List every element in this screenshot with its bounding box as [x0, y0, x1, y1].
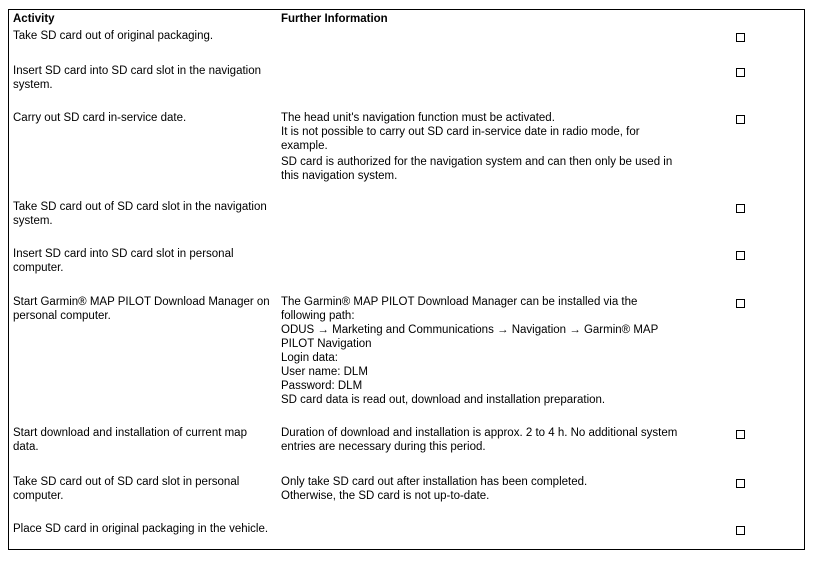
checkbox[interactable]: [736, 251, 745, 260]
info-line: Duration of download and installation is approx. 2 to 4 h. No additional system entries are necessary during this period.: [281, 427, 678, 453]
checkbox[interactable]: [736, 204, 745, 213]
further-information: [281, 295, 681, 407]
checkbox[interactable]: [736, 430, 745, 439]
checkbox[interactable]: [736, 115, 745, 124]
info-line: SD card is authorized for the navigation system and can then only be used in this navigation system.: [281, 156, 673, 182]
info-line: It is not possible to carry out SD card in-service date in radio mode, for example.: [281, 126, 640, 152]
further-information: [281, 475, 681, 503]
further-information: [281, 111, 681, 183]
activity-text: Take SD card out of SD card slot in personal computer.: [13, 476, 240, 502]
info-line: ODUS → Marketing and Communications → Navigation → Garmin® MAP PILOT Navigation: [281, 324, 659, 350]
header-activity: Activity: [13, 13, 55, 25]
info-line: SD card data is read out, download and installation preparation.: [281, 394, 606, 406]
header-further-information: Further Information: [281, 13, 388, 25]
activity-text: Take SD card out of original packaging.: [13, 30, 214, 42]
checkbox[interactable]: [736, 526, 745, 535]
info-line: The Garmin® MAP PILOT Download Manager can be installed via the following path:: [281, 296, 638, 322]
info-line: Only take SD card out after installation has been completed.: [281, 476, 588, 488]
activity-text: Carry out SD card in-service date.: [13, 112, 187, 124]
info-line: Password: DLM: [281, 380, 363, 392]
activity-table: [8, 9, 805, 550]
info-line: The head unit's navigation function must be activated.: [281, 112, 555, 124]
checkbox[interactable]: [736, 299, 745, 308]
activity-text: Start Garmin® MAP PILOT Download Manager on personal computer.: [13, 296, 270, 322]
activity-text: Place SD card in original packaging in the vehicle.: [13, 523, 269, 535]
info-line: Otherwise, the SD card is not up-to-date.: [281, 490, 490, 502]
activity-text: Take SD card out of SD card slot in the navigation system.: [13, 201, 267, 227]
checkbox[interactable]: [736, 68, 745, 77]
activity-text: Insert SD card into SD card slot in personal computer.: [13, 248, 234, 274]
activity-text: Insert SD card into SD card slot in the navigation system.: [13, 65, 262, 91]
info-line: User name: DLM: [281, 366, 368, 378]
info-line: Login data:: [281, 352, 338, 364]
activity-text: Start download and installation of current map data.: [13, 427, 247, 453]
checkbox[interactable]: [736, 33, 745, 42]
further-information: [281, 426, 681, 454]
checkbox[interactable]: [736, 479, 745, 488]
